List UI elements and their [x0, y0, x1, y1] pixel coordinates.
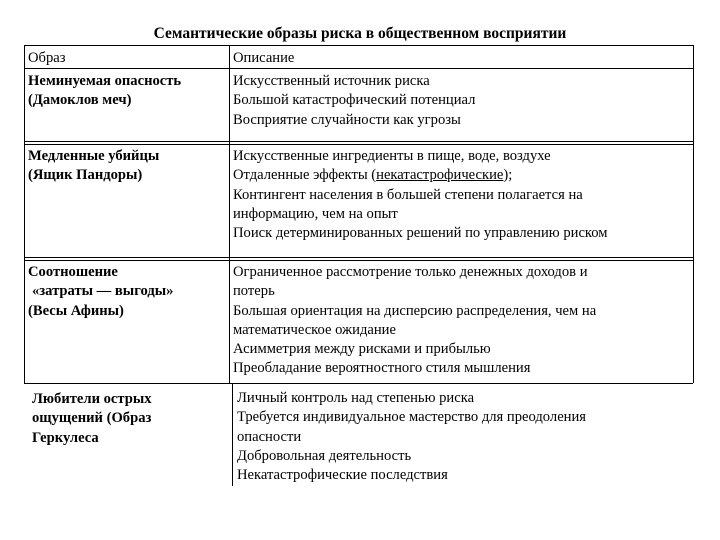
row-3-bottom-border	[24, 383, 693, 384]
row-3-image-line: «затраты — выгоды»	[32, 283, 174, 300]
row-2-description-line: информацию, чем на опыт	[233, 205, 398, 222]
row-2-description-suffix: );	[503, 167, 513, 184]
row-2-image	[28, 147, 159, 186]
row-2-description-line: Поиск детерминированных решений по управлению риском	[233, 225, 608, 242]
row-3-description-line: Преобладание вероятностного стиля мышления	[233, 360, 531, 377]
header-description: Описание	[233, 50, 295, 66]
row-2-bottom-border	[24, 257, 693, 258]
row-2-description-line	[233, 166, 608, 185]
row-3-description-line: потерь	[233, 283, 275, 300]
row-3-image-line: Соотношение	[28, 264, 118, 280]
row-1-description-line: Большой катастрофический потенциал	[233, 92, 476, 109]
header-image: Образ	[28, 50, 66, 66]
row-4-description-line: Некатастрофические последствия	[237, 467, 448, 484]
row-2-top-border	[24, 144, 693, 145]
row-4-image-line: Геркулеса	[32, 429, 99, 446]
row-4-description-line: Личный контроль над степенью риска	[237, 390, 475, 406]
row-4-image-line: ощущений (Образ	[32, 410, 152, 427]
row-3-image	[28, 263, 173, 321]
row-2-description-line: Контингент населения в большей степени полагается на	[233, 186, 583, 203]
row-2-image-line: Медленные убийцы	[28, 148, 160, 164]
page-title: Семантические образы риска в общественном восприятии	[153, 25, 567, 42]
row-1-image-line: (Дамоклов меч)	[28, 92, 132, 109]
row-2-description	[233, 147, 608, 243]
row-4-description-line: опасности	[237, 428, 302, 445]
row-3-top-border	[24, 260, 693, 261]
row-1-image	[28, 72, 181, 111]
row-3-description-line: Большая ориентация на дисперсию распределения, чем на	[233, 302, 597, 319]
row-2-description-prefix: Отдаленные эффекты (	[233, 167, 377, 184]
row-1-description	[233, 72, 475, 130]
row-4-image	[32, 390, 152, 448]
row-2-description-line: Искусственные ингредиенты в пище, воде, воздухе	[233, 148, 551, 164]
header-bottom-border	[24, 68, 693, 69]
row-3-image-line: (Весы Афины)	[28, 302, 124, 319]
row-1-description-line: Восприятие случайности как угрозы	[233, 111, 461, 128]
row-3-description-line: Ограниченное рассмотрение только денежных доходов и	[233, 264, 588, 280]
row-1-bottom-border	[24, 141, 693, 142]
table-left-border	[24, 45, 25, 383]
table-top-border	[24, 45, 693, 46]
row-4-description	[237, 389, 586, 485]
table-column-divider	[229, 45, 230, 383]
row-3-description	[233, 263, 596, 379]
row-2-image-line: (Ящик Пандоры)	[28, 167, 143, 184]
row-4-description-line: Требуется индивидуальное мастерство для преодоления	[237, 409, 587, 426]
row-2-description-underlined: некатастрофические	[376, 167, 504, 184]
row-3-description-line: Асимметрия между рисками и прибылью	[233, 341, 491, 358]
table-right-border	[693, 45, 694, 383]
row-4-column-divider	[232, 383, 233, 486]
row-1-image-line: Неминуемая опасность	[28, 73, 182, 89]
row-4-image-line: Любители острых	[32, 391, 152, 407]
row-1-description-line: Искусственный источник риска	[233, 73, 430, 89]
row-3-description-line: математическое ожидание	[233, 321, 396, 338]
row-4-description-line: Добровольная деятельность	[237, 447, 412, 464]
